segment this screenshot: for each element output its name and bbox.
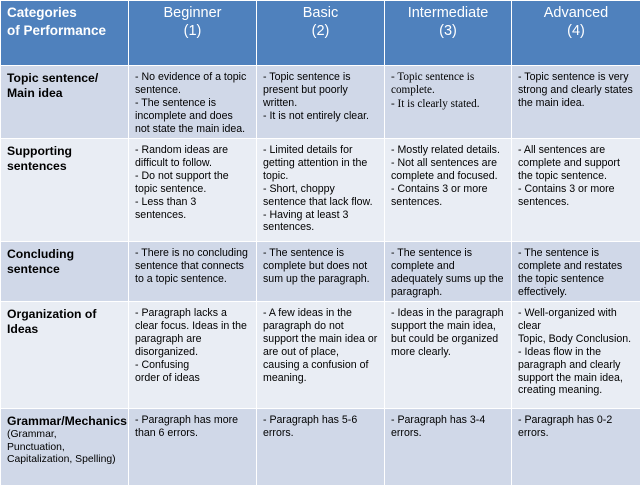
cell-basic bbox=[257, 66, 385, 139]
criterion-text: - Less than 3 sentences. bbox=[135, 196, 250, 222]
category-line: sentences bbox=[7, 159, 122, 174]
row-category bbox=[1, 302, 129, 409]
cell-advanced bbox=[512, 66, 640, 139]
cell-basic bbox=[257, 139, 385, 242]
criterion-text: Topic, Body Conclusion. bbox=[518, 333, 634, 346]
criterion-text: - The sentence is complete and restates the topic sentence effectively. bbox=[518, 247, 634, 299]
criterion-text: - Paragraph has more than 6 errors. bbox=[135, 414, 250, 440]
criterion-text: - Contains 3 or more sentences. bbox=[391, 183, 505, 209]
cell-basic bbox=[257, 302, 385, 409]
criterion-text: - It is clearly stated. bbox=[391, 98, 505, 111]
criterion-text: - Ideas in the paragraph support the main idea, but could be organized more clearly. bbox=[391, 307, 505, 359]
header-row bbox=[1, 1, 640, 66]
criterion-text: - The sentence is complete and adequately sums up the paragraph. bbox=[391, 247, 505, 299]
criterion-text: - Paragraph has 0-2 errors. bbox=[518, 414, 634, 440]
rubric-row-concluding-sentence bbox=[1, 242, 640, 302]
rubric-row-grammar-mechanics bbox=[1, 409, 640, 486]
cell-intermediate bbox=[385, 66, 512, 139]
cell-beginner bbox=[129, 409, 257, 486]
category-subtitle: (Grammar, bbox=[7, 429, 122, 442]
level-name: Advanced bbox=[518, 4, 634, 22]
level-score: (1) bbox=[135, 22, 250, 40]
criterion-text: - Ideas flow in the paragraph and clearly support the main idea, creating meaning. bbox=[518, 346, 634, 398]
rubric-row-topic-sentence bbox=[1, 66, 640, 139]
category-line: Main idea bbox=[7, 86, 122, 101]
criterion-text: - It is not entirely clear. bbox=[263, 110, 378, 123]
criterion-text: - Topic sentence is very strong and clearly states the main idea. bbox=[518, 71, 634, 110]
criterion-text: - Do not support the topic sentence. bbox=[135, 170, 250, 196]
level-header-intermediate bbox=[385, 1, 512, 66]
criterion-text: - No evidence of a topic sentence. bbox=[135, 71, 250, 97]
criterion-text: - Limited details for getting attention in the topic. bbox=[263, 144, 378, 183]
row-category bbox=[1, 66, 129, 139]
level-score: (2) bbox=[263, 22, 378, 40]
row-category bbox=[1, 409, 129, 486]
cell-advanced bbox=[512, 302, 640, 409]
criterion-text: - A few ideas in the paragraph do not support the main idea or are out of place, causing a confusion of meaning. bbox=[263, 307, 378, 384]
cell-intermediate bbox=[385, 242, 512, 302]
criterion-text: - Paragraph has 5-6 errors. bbox=[263, 414, 378, 440]
level-score: (4) bbox=[518, 22, 634, 40]
category-line: Organization of Ideas bbox=[7, 307, 122, 337]
criterion-text: - Mostly related details. bbox=[391, 144, 505, 157]
row-category bbox=[1, 242, 129, 302]
category-line: Grammar/Mechanics bbox=[7, 414, 122, 429]
criterion-text: - Paragraph has 3-4 errors. bbox=[391, 414, 505, 440]
cell-basic bbox=[257, 409, 385, 486]
level-name: Beginner bbox=[135, 4, 250, 22]
level-header-basic bbox=[257, 1, 385, 66]
category-line: Supporting bbox=[7, 144, 122, 159]
cell-beginner bbox=[129, 139, 257, 242]
criterion-text: - Topic sentence is complete. bbox=[391, 71, 505, 98]
header-line: of Performance bbox=[7, 22, 122, 40]
cell-advanced bbox=[512, 242, 640, 302]
cell-advanced bbox=[512, 139, 640, 242]
level-name: Basic bbox=[263, 4, 378, 22]
categories-header bbox=[1, 1, 129, 66]
category-line: Topic sentence/ bbox=[7, 71, 122, 86]
criterion-text: - Short, choppy sentence that lack flow. bbox=[263, 183, 378, 209]
level-name: Intermediate bbox=[391, 4, 505, 22]
criterion-text: - The sentence is complete but does not sum up the paragraph. bbox=[263, 247, 378, 286]
rubric-row-supporting-sentences bbox=[1, 139, 640, 242]
cell-beginner bbox=[129, 302, 257, 409]
criterion-text: - Paragraph lacks a clear focus. Ideas in the paragraph are disorganized. bbox=[135, 307, 250, 359]
cell-intermediate bbox=[385, 302, 512, 409]
cell-beginner bbox=[129, 66, 257, 139]
level-score: (3) bbox=[391, 22, 505, 40]
cell-basic bbox=[257, 242, 385, 302]
category-subtitle: Punctuation, bbox=[7, 442, 122, 455]
cell-intermediate bbox=[385, 409, 512, 486]
row-category bbox=[1, 139, 129, 242]
criterion-text: - Well-organized with clear bbox=[518, 307, 634, 333]
criterion-text: - Confusing bbox=[135, 359, 250, 372]
criterion-text: - Contains 3 or more sentences. bbox=[518, 183, 634, 209]
category-subtitle: Capitalization, Spelling) bbox=[7, 454, 122, 467]
category-line: sentence bbox=[7, 262, 122, 277]
category-line: Concluding bbox=[7, 247, 122, 262]
criterion-text: - All sentences are complete and support the topic sentence. bbox=[518, 144, 634, 183]
criterion-text: - Topic sentence is present but poorly written. bbox=[263, 71, 378, 110]
criterion-text: - Not all sentences are complete and focused. bbox=[391, 157, 505, 183]
level-header-advanced bbox=[512, 1, 640, 66]
criterion-text: order of ideas bbox=[135, 372, 250, 385]
rubric-row-organization-of-ideas bbox=[1, 302, 640, 409]
cell-intermediate bbox=[385, 139, 512, 242]
header-line: Categories bbox=[7, 4, 122, 22]
criterion-text: - The sentence is incomplete and does not state the main idea. bbox=[135, 97, 250, 136]
criterion-text: - There is no concluding sentence that connects to a topic sentence. bbox=[135, 247, 250, 286]
cell-advanced bbox=[512, 409, 640, 486]
criterion-text: - Having at least 3 sentences. bbox=[263, 209, 378, 235]
criterion-text: - Random ideas are difficult to follow. bbox=[135, 144, 250, 170]
level-header-beginner bbox=[129, 1, 257, 66]
cell-beginner bbox=[129, 242, 257, 302]
